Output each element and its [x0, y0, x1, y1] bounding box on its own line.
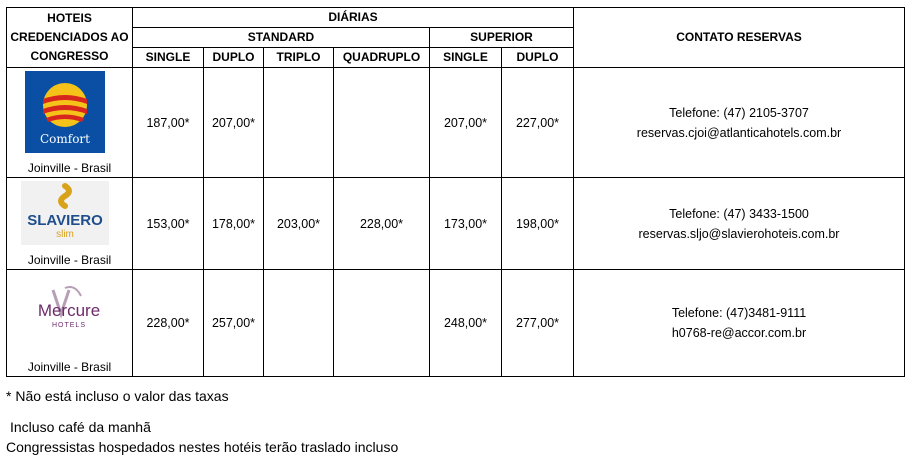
note-breakfast: Incluso café da manhã	[10, 419, 151, 435]
comfort-logo	[25, 71, 105, 158]
hotel-city: Joinville - Brasil	[27, 253, 112, 267]
header-standard: STANDARD	[133, 28, 430, 48]
rate-cell: 198,00*	[502, 178, 574, 270]
svg-text:HOTELS: HOTELS	[51, 322, 87, 329]
hotel-cell-mercure	[7, 270, 133, 377]
rate-cell: 173,00*	[430, 178, 502, 270]
hotel-cell-comfort	[7, 68, 133, 178]
rate-cell: 153,00*	[133, 178, 204, 270]
contact-cell	[574, 270, 905, 377]
header-superior: SUPERIOR	[430, 28, 574, 48]
hotel-city: Joinville - Brasil	[27, 360, 112, 374]
rate-cell: 207,00*	[204, 68, 264, 178]
rate-cell: 277,00*	[502, 270, 574, 377]
hotel-city: Joinville - Brasil	[27, 161, 112, 175]
rate-cell	[264, 68, 334, 178]
svg-text:slim: slim	[56, 229, 74, 240]
table-row	[7, 68, 905, 178]
rate-cell: 248,00*	[430, 270, 502, 377]
rate-cell: 207,00*	[430, 68, 502, 178]
rate-cell: 257,00*	[204, 270, 264, 377]
rate-cell	[334, 68, 430, 178]
contact-email: reservas.cjoi@atlanticahotels.com.br	[636, 125, 842, 140]
mercure-logo	[31, 282, 111, 343]
svg-text:Mercure: Mercure	[37, 301, 101, 320]
contact-email: h0768-re@accor.com.br	[671, 326, 807, 340]
col-superior-single: SINGLE	[430, 48, 502, 68]
contact-phone: Telefone: (47) 2105-3707	[669, 105, 809, 120]
col-standard-triplo: TRIPLO	[264, 48, 334, 68]
rate-cell: 178,00*	[204, 178, 264, 270]
hotel-rates-table	[6, 7, 905, 377]
rate-cell: 203,00*	[264, 178, 334, 270]
contact-email: reservas.sljo@slavierohoteis.com.br	[638, 226, 840, 241]
col-standard-single: SINGLE	[133, 48, 204, 68]
header-contact: CONTATO RESERVAS	[574, 8, 905, 68]
contact-phone: Telefone: (47) 3433-1500	[669, 206, 809, 221]
rate-cell: 187,00*	[133, 68, 204, 178]
header-diarias: DIÁRIAS	[133, 8, 574, 28]
rate-cell	[264, 270, 334, 377]
note-transfer: Congressistas hospedados nestes hotéis terão traslado incluso	[6, 439, 399, 455]
contact-cell	[574, 68, 905, 178]
header-hotels: HOTEIS CREDENCIADOS AO CONGRESSO	[7, 8, 133, 68]
col-superior-duplo: DUPLO	[502, 48, 574, 68]
contact-phone: Telefone: (47)3481-9111	[671, 306, 807, 320]
table-row	[7, 178, 905, 270]
rate-cell: 228,00*	[133, 270, 204, 377]
rate-cell: 227,00*	[502, 68, 574, 178]
slaviero-logo	[21, 181, 109, 250]
rate-cell: 228,00*	[334, 178, 430, 270]
table-row	[7, 270, 905, 377]
rate-cell	[334, 270, 430, 377]
col-standard-duplo: DUPLO	[204, 48, 264, 68]
svg-text:Comfort: Comfort	[39, 132, 91, 146]
hotel-cell-slaviero	[7, 178, 133, 270]
note-taxes: * Não está incluso o valor das taxas	[6, 388, 229, 404]
col-standard-quadruplo: QUADRUPLO	[334, 48, 430, 68]
svg-text:SLAVIERO: SLAVIERO	[27, 212, 103, 229]
contact-cell	[574, 178, 905, 270]
